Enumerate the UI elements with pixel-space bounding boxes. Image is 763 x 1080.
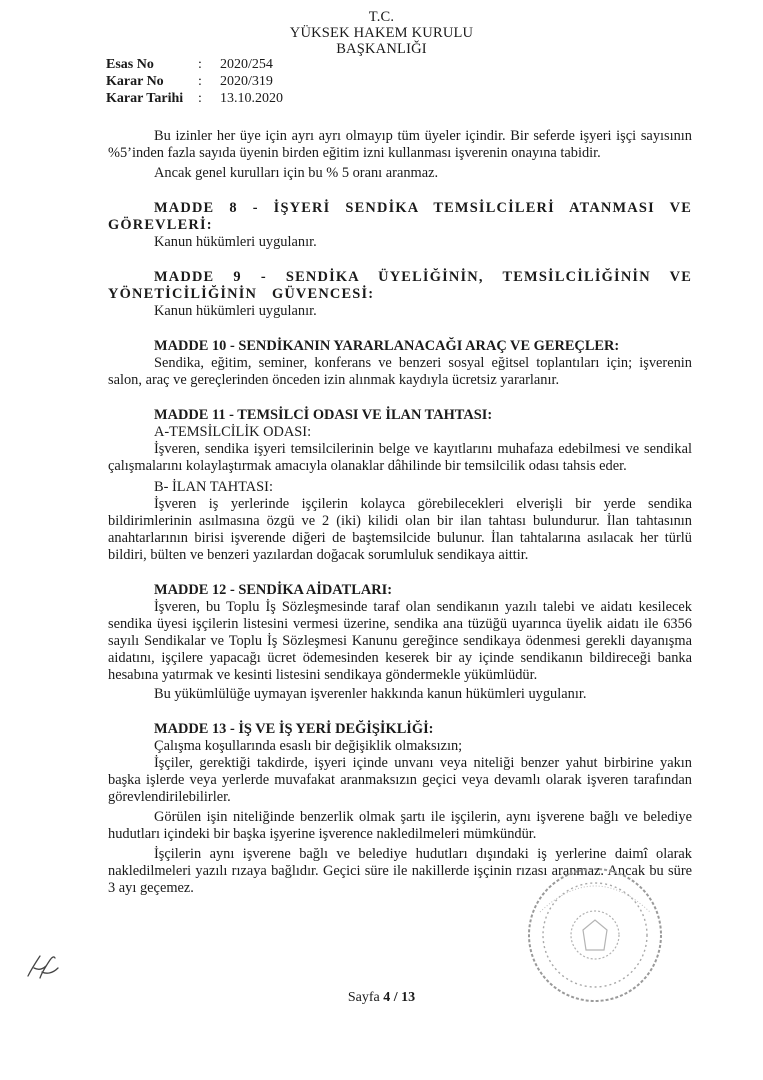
article-12-text: İşveren, bu Toplu İş Sözleşmesinde taraf olan sendikanın yazılı talebi ve aidatı kesilecek sendika üyesi işçilerin listesini vermesi üzerine, sendika ana tüzüğü uyarınca üyelik aidatı ile 6356 sayılı Sendikalar ve Toplu İş Sözleşmesi Kanunu gereğince sendikaya ödenmesi gerekli dayanışma aidatını, işçilere yapacağı ücret ödemesinden keserek bir ay içinde sendikanın bildireceği banka hesabına yatırmak ve kesinti listesini sendikaya göndermekle yükümlüdür. [108,599,692,683]
article-11-text-a: İşveren, sendika işyeri temsilcilerinin belge ve kayıtlarını muhafaza edebilmesi ve sendikal çalışmalarını kolaylaştırmak amacıyla olanaklar dâhilinde bir temsilcilik odası tahsis eder. [108,441,692,474]
case-info-row [106,56,283,73]
colon: : [198,91,202,106]
article-11-subheading-a: A-TEMSİLCİLİK ODASI: [154,424,312,440]
document-body [108,128,692,897]
header-presidency: BAŞKANLIĞI [336,41,427,57]
header-institution: YÜKSEK HAKEM KURULU [289,25,474,41]
page-number: 4 / 13 [383,990,416,1005]
official-seal-icon [520,860,670,1010]
decision-number-value: 2020/319 [220,74,273,89]
document-header [0,9,763,57]
case-number-value: 2020/254 [220,57,273,72]
article-12-title: MADDE 12 - SENDİKA AİDATLARI: [154,582,392,598]
page-label: Sayfa [347,990,384,1005]
article-13-text-2: İşçiler, gerektiği takdirde, işyeri içinde unvanı veya niteliği benzer yahut birbirine yakın başka işlerde veya yerlerde muvafakat aranmaksızın geçici veya devamlı olarak işveren tarafından görevlendirilebilirler. [108,755,692,805]
article-8-title: MADDE 8 - İŞYERİ SENDİKA TEMSİLCİLERİ ATANMASI VE GÖREVLERİ: [108,200,692,233]
article-11-subheading-b: B- İLAN TAHTASI: [154,479,273,495]
decision-date-value: 13.10.2020 [220,91,283,106]
article-10-title: MADDE 10 - SENDİKANIN YARARLANACAĞI ARAÇ VE GEREÇLER: [154,338,620,354]
article-13-text-4: İşçilerin aynı işverene bağlı ve belediye hudutları dışındaki iş yerlerine daimî olarak nakledilmeleri yazılı rızaya bağlıdır. Geçici süre ile nakillerde işçinin rızası aranmaz. Ancak bu süre 3 ayı geçemez. [108,846,692,896]
case-info-row [106,73,283,90]
decision-date-label: Karar Tarihi [106,91,184,106]
article-13-title: MADDE 13 - İŞ VE İŞ YERİ DEĞİŞİKLİĞİ: [154,721,434,737]
case-number-label: Esas No [106,57,154,72]
article-11-title: MADDE 11 - TEMSİLCİ ODASI VE İLAN TAHTASI: [154,407,493,423]
article-13-text-3: Görülen işin niteliğinde benzerlik olmak şartı ile işçilerin, aynı işverene bağlı ve belediye hudutları içindeki bir başka işyerine işverence nakledilmeleri mümkündür. [108,809,692,842]
case-info-row [106,90,283,107]
article-9-title: MADDE 9 - SENDİKA ÜYELİĞİNİN, TEMSİLCİLİĞİNİN VE YÖNETİCİLİĞİNİN GÜVENCESİ: [108,269,692,302]
article-9-text: Kanun hükümleri uygulanır. [154,303,317,319]
colon: : [198,74,202,89]
article-10-text: Sendika, eğitim, seminer, konferans ve benzeri sosyal eğitsel toplantıları için; işverenin salon, araç ve gereçlerinden önceden izin alınmak kaydıyla ücretsiz yararlanır. [108,355,692,388]
page-footer [0,990,763,1006]
article-11-text-b: İşveren iş yerlerinde işçilerin kolayca görebilecekleri elverişli bir yerde sendika bildirimlerinin asılmasına özgü ve 2 (iki) kilidi olan bir ilan tahtası bulundurur. İlan tahtasının anahtarlarının birisi işverende diğeri de baştemsilcide bulunur. İlan tahtalarına asılacak her türlü bildiri, bülten ve benzeri yazılardan doğacak sorumluluk sendikaya aittir. [108,496,692,563]
article-12-text-2: Bu yükümlülüğe uymayan işverenler hakkında kanun hükümleri uygulanır. [154,686,587,702]
signature-initials-icon [24,948,64,984]
colon: : [198,57,202,72]
header-tc: T.C. [368,9,395,25]
case-info [106,56,283,107]
intro-paragraph: Bu izinler her üye için ayrı ayrı olmayıp tüm üyeler içindir. Bir seferde işyeri işçi sayısının %5’inden fazla sayıda üyenin birden eğitim izni kullanması işverenin onayına tabidir. [108,128,692,161]
decision-number-label: Karar No [106,74,164,89]
intro-paragraph-2: Ancak genel kurulları için bu % 5 oranı aranmaz. [154,165,439,181]
article-8-text: Kanun hükümleri uygulanır. [154,234,317,250]
article-13-text-1: Çalışma koşullarında esaslı bir değişiklik olmaksızın; [154,738,463,754]
